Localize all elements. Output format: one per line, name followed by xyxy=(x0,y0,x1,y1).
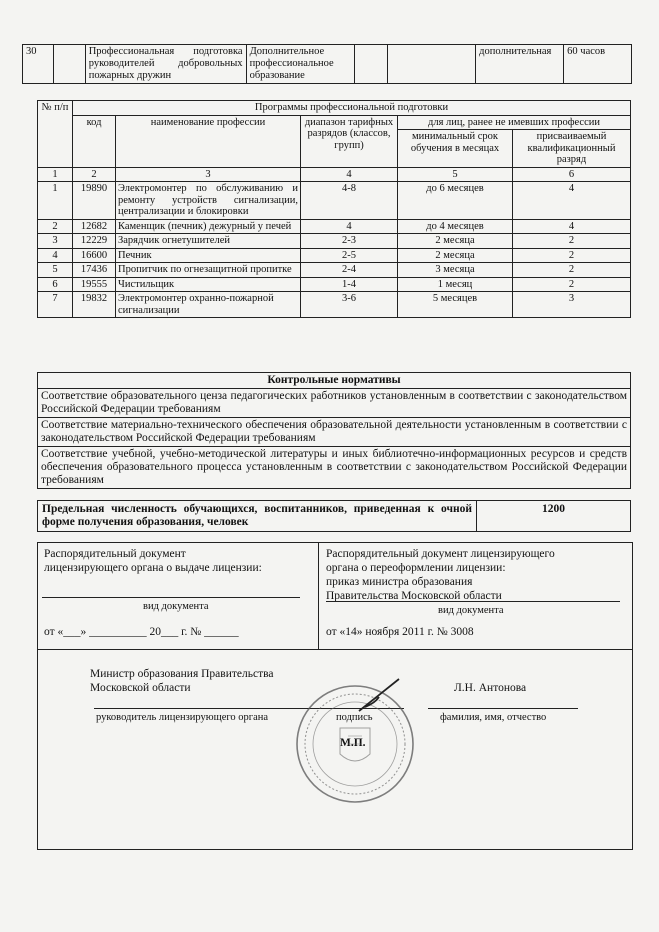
table-row: 5 17436 Пропитчик по огнезащитной пропитке 2-4 3 месяца 2 xyxy=(38,263,631,278)
header-title: Программы профессиональной подготовки xyxy=(73,101,631,116)
reissue-doc-date: от «14» ноября 2011 г. № 3008 xyxy=(326,626,474,638)
empty-cell xyxy=(54,45,85,84)
table-row: 3 12229 Зарядчик огнетушителей 2-3 2 месяца 2 xyxy=(38,234,631,249)
issue-doc-label-1: Распорядительный документ xyxy=(44,548,186,560)
signer-position-caption: руководитель лицензирующего органа xyxy=(96,712,269,723)
limit-label: Предельная численность обучающихся, воспитанников, приведенная к очной форме получения образования, человек xyxy=(38,501,477,532)
program-name: Профессиональная подготовка руководителей добровольных пожарных дружин xyxy=(85,45,246,84)
table-row: 4 16600 Печник 2-5 2 месяца 2 xyxy=(38,248,631,263)
signature-stroke xyxy=(355,675,405,715)
header-range: диапазон тарифных разрядов (классов, групп) xyxy=(301,115,398,167)
education-level: Дополнительное профессиональное образование xyxy=(246,45,354,84)
stamp-place: М.П. xyxy=(340,737,366,749)
reissue-doc-label-1: Распорядительный документ лицензирующего xyxy=(326,548,555,560)
header-name: наименование профессии xyxy=(116,115,301,167)
signature-caption: подпись xyxy=(336,712,373,723)
table-row: 6 19555 Чистильщик 1-4 1 месяц 2 xyxy=(38,277,631,292)
program-type: дополнительная xyxy=(476,45,564,84)
controls-table xyxy=(37,372,631,489)
empty-cell xyxy=(354,45,387,84)
program-duration: 60 часов xyxy=(564,45,632,84)
divider xyxy=(318,543,319,649)
blank-line xyxy=(42,597,300,598)
limit-value: 1200 xyxy=(477,501,631,532)
reissue-doc-order: приказ министра образования xyxy=(326,576,473,588)
header-code: код xyxy=(73,115,116,167)
reissue-doc-label-2: органа о переоформлении лицензии: xyxy=(326,562,506,574)
control-item: Соответствие учебной, учебно-методической литературы и иных библиотечно-информационных ресурсов и средств обеспечения образовательного процесса установленным в соответствии с законодательством Российской Федерации требованиям xyxy=(38,447,631,489)
reissue-doc-type: вид документа xyxy=(438,605,504,616)
header-group: для лиц, ранее не имевших профессии xyxy=(398,115,631,130)
signer-position-2: Московской области xyxy=(90,682,191,694)
reissue-doc-authority: Правительства Московской области xyxy=(326,590,502,602)
table-row: 1 19890 Электромонтер по обслуживанию и ремонту устройств сигнализации, централизации и блокировки 4-8 до 6 месяцев 4 xyxy=(38,182,631,220)
issue-doc-label-2: лицензирующего органа о выдаче лицензии: xyxy=(44,562,262,574)
table-row: 7 19832 Электромонтер охранно-пожарной сигнализации 3-6 5 месяцев 3 xyxy=(38,292,631,318)
blank-line xyxy=(326,601,620,602)
header-grade: присваиваемый квалификационный разряд xyxy=(513,130,631,168)
controls-title: Контрольные нормативы xyxy=(38,373,631,389)
empty-cell xyxy=(388,45,476,84)
signer-name-caption: фамилия, имя, отчество xyxy=(440,712,547,723)
programs-table xyxy=(37,100,631,318)
issue-doc-type: вид документа xyxy=(143,601,209,612)
header-min-term: минимальный срок обучения в месяцах xyxy=(398,130,513,168)
control-item: Соответствие образовательного ценза педагогических работников установленным в соответствии с законодательством Российской Федерации требованиям xyxy=(38,389,631,418)
table-row: 2 12682 Каменщик (печник) дежурный у печей 4 до 4 месяцев 4 xyxy=(38,219,631,234)
index-row: 1 2 3 4 5 6 xyxy=(38,167,631,182)
control-item: Соответствие материально-технического обеспечения образовательной деятельности установленным в соответствии с законодательством Российской Федерации требованиям xyxy=(38,418,631,447)
divider xyxy=(38,649,632,650)
program-row-30 xyxy=(22,44,632,98)
row-number: 30 xyxy=(23,45,54,84)
blank-line xyxy=(428,708,578,709)
issue-doc-date: от «___» __________ 20___ г. № ______ xyxy=(44,626,239,638)
header-num: № п/п xyxy=(38,101,73,168)
signer-position-1: Министр образования Правительства xyxy=(90,668,274,680)
enrollment-limit-table xyxy=(37,500,631,532)
signer-name: Л.Н. Антонова xyxy=(454,682,527,694)
